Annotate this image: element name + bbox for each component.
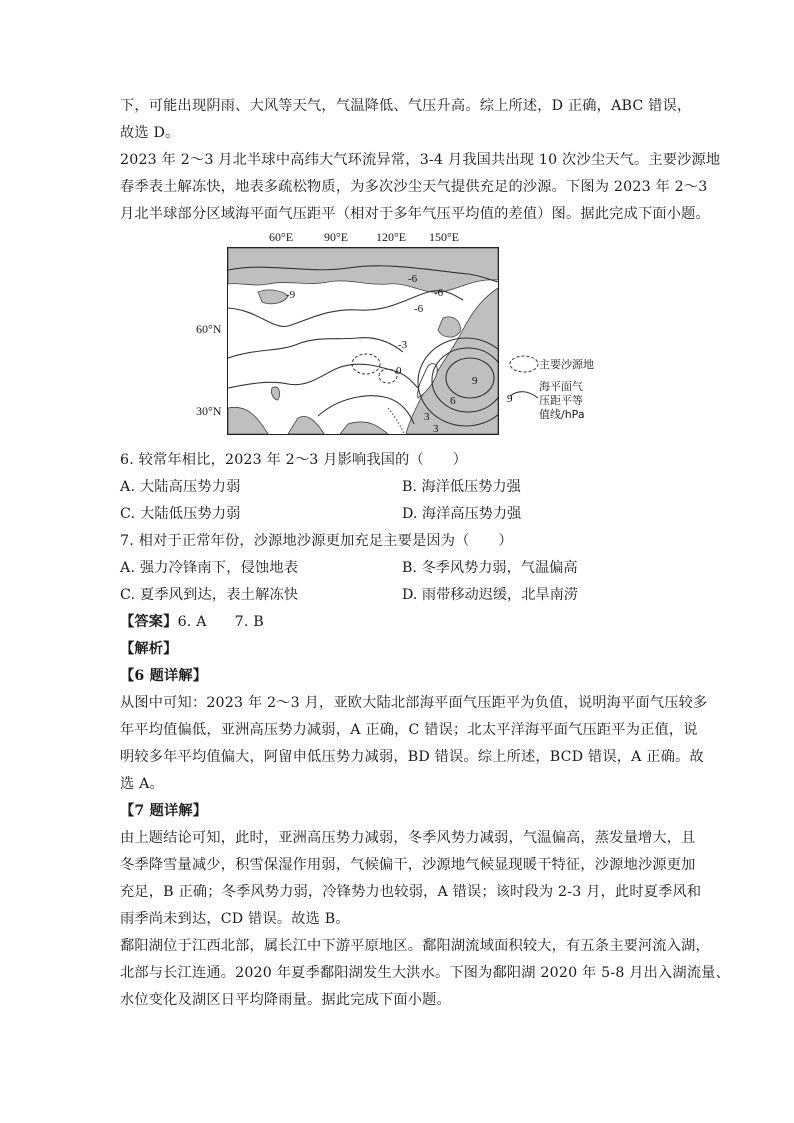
paragraph-line: 北部与长江连通。2020 年夏季鄱阳湖发生大洪水。下图为鄱阳湖 2020 年 5-8 月出入湖流量、 [120, 965, 730, 981]
option-a: A. 强力冷锋南下，侵蚀地表 [120, 560, 299, 576]
legend-contour-label: 压距平等 [539, 394, 583, 407]
analysis-label: 【解析】 [120, 641, 178, 657]
contour-label: -6 [408, 273, 418, 285]
legend-contour-label: 海平面气 [539, 380, 583, 393]
paragraph-line: 充足，B 正确；冬季风势力弱，冷锋势力也较弱，A 错误；该时段为 2-3 月，此时夏季风和 [120, 884, 702, 900]
legend-contour-sample: 9 [507, 393, 513, 405]
answer-label: 【答案】 [120, 614, 178, 630]
contour-label: 9 [472, 375, 478, 387]
option-c: C. 大陆低压势力弱 [120, 506, 241, 522]
paragraph-line: 雨季尚未到达，CD 错误。故选 B。 [120, 911, 350, 927]
legend-source-label: 主要沙源地 [539, 358, 594, 371]
answer-7: 7. B [234, 614, 264, 630]
option-b: B. 冬季风势力弱，气温偏高 [402, 560, 578, 576]
paragraph-line: 冬季降雪量减少，积雪保湿作用弱，气候偏干，沙源地气候显现暖干特征，沙源地沙源更加 [120, 857, 696, 873]
answer-6: 6. A [177, 614, 207, 630]
longitude-label: 90°E [324, 230, 349, 244]
map-svg [228, 248, 498, 434]
paragraph-line: 故选 D。 [120, 125, 180, 141]
contour-label: 3 [433, 423, 439, 434]
question-stem: 6. 较常年相比，2023 年 2～3 月影响我国的（ ） [120, 452, 468, 468]
contour-label: -3 [398, 339, 408, 351]
paragraph-line: 明较多年平均值偏大，阿留申低压势力减弱，BD 错误。综上所述，BCD 错误，A 正确。故 [120, 749, 704, 765]
paragraph-line: 春季表土解冻快，地表多疏松物质，为多次沙尘天气提供充足的沙源。下图为 2023 年 2～3 [120, 179, 708, 195]
paragraph-line: 从图中可知：2023 年 2～3 月，亚欧大陆北部海平面气压距平为负值，说明海平面气压较多 [120, 695, 708, 711]
contour-label: 6 [450, 395, 456, 407]
option-a: A. 大陆高压势力弱 [120, 479, 241, 495]
legend-contour-label: 值线/hPa [539, 408, 585, 421]
option-d: D. 海洋高压势力强 [402, 506, 522, 522]
paragraph-line: 水位变化及湖区日平均降雨量。据此完成下面小题。 [120, 992, 451, 1008]
paragraph-line: 年平均值偏低，亚洲高压势力减弱，A 正确，C 错误；北太平洋海平面气压距平为正值，说 [120, 722, 698, 738]
option-d: D. 雨带移动迟缓，北旱南涝 [402, 587, 578, 603]
option-b: B. 海洋低压势力强 [402, 479, 521, 495]
paragraph-line: 月北半球部分区域海平面气压距平（相对于多年气压平均值的差值）图。据此完成下面小题。 [120, 206, 710, 222]
contour-label: -9 [286, 289, 296, 301]
map-frame [227, 247, 499, 435]
latitude-label: 60°N [196, 322, 222, 336]
pressure-anomaly-map [196, 228, 636, 436]
question-stem: 7. 相对于正常年份，沙源地沙源更加充足主要是因为（ ） [120, 533, 513, 549]
contour-label: -6 [434, 287, 444, 299]
contour-label: -6 [414, 303, 424, 315]
longitude-label: 60°E [269, 230, 294, 244]
detail-7-label: 【7 题详解】 [120, 803, 208, 819]
paragraph-line: 2023 年 2～3 月北半球中高纬大气环流异常，3-4 月我国共出现 10 次沙尘天气。主要沙源地 [120, 152, 721, 168]
latitude-label: 30°N [196, 404, 222, 418]
paragraph-line: 下，可能出现阴雨、大风等天气，气温降低、气压升高。综上所述，D 正确，ABC 错误， [120, 98, 692, 114]
longitude-label: 150°E [429, 230, 460, 244]
contour-label: 3 [424, 411, 430, 423]
legend-symbols [506, 352, 542, 412]
option-c: C. 夏季风到达，表土解冻快 [120, 587, 299, 603]
detail-6-label: 【6 题详解】 [120, 668, 208, 684]
longitude-label: 120°E [376, 230, 407, 244]
paragraph-line: 鄱阳湖位于江西北部，属长江中下游平原地区。鄱阳湖流域面积较大，有五条主要河流入湖， [120, 938, 710, 954]
answer-line [120, 612, 264, 632]
paragraph-line: 由上题结论可知，此时，亚洲高压势力减弱，冬季风势力减弱，气温偏高，蒸发量增大，且 [120, 830, 696, 846]
paragraph-line: 选 A。 [120, 776, 164, 792]
contour-label: 0 [396, 365, 402, 377]
